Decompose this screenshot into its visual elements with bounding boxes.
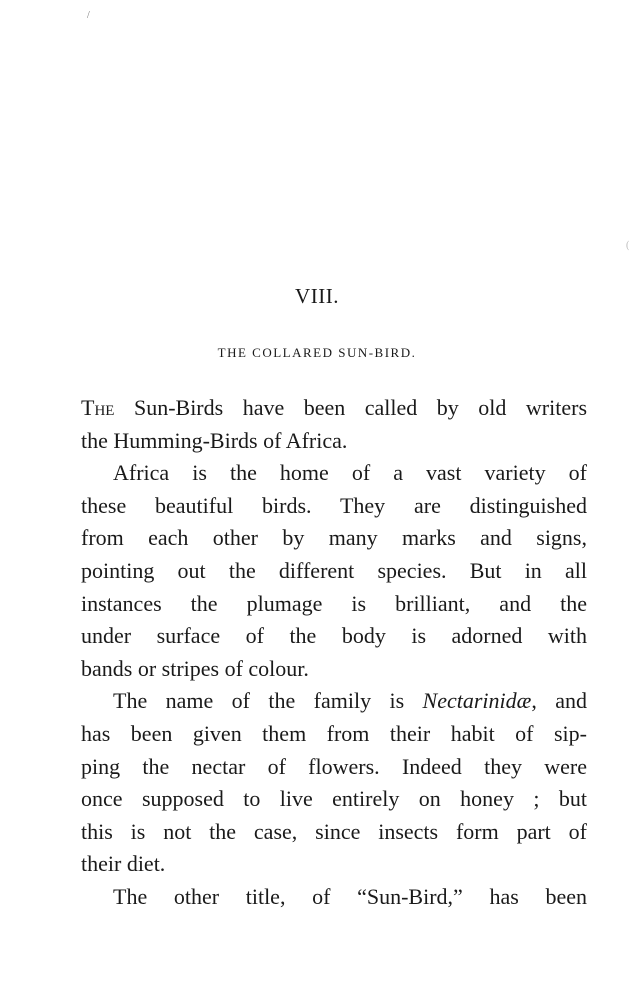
paragraph-2-line-6: under surface of the body is adorned with xyxy=(81,623,587,649)
paragraph-2-line-5: instances the plumage is brilliant, and the xyxy=(81,590,587,616)
chapter-number: VIII. xyxy=(295,284,339,308)
paragraph-3-line-1-before: The name of the family is xyxy=(113,688,423,714)
paragraph-3-line-1 xyxy=(81,685,587,718)
paragraph-3-line-2: has been given them from their habit of sip- xyxy=(81,720,587,746)
chapter-title: THE COLLARED SUN-BIRD. xyxy=(217,345,417,360)
paragraph-2-line-2: these beautiful birds. They are distinguished xyxy=(81,492,587,518)
paragraph-3-line-6: their diet. xyxy=(81,851,166,877)
paragraph-2-line-1: Africa is the home of a vast variety of xyxy=(113,460,587,486)
paragraph-1-line-1 xyxy=(81,392,587,425)
paragraph-4-line-1: The other title, of “Sun-Bird,” has been xyxy=(113,883,587,909)
paragraph-1-line-2: the Humming-Birds of Africa. xyxy=(81,427,348,453)
stray-mark-right: ( xyxy=(626,240,630,251)
paragraph-2-line-3: from each other by many marks and signs, xyxy=(81,525,587,551)
paragraph-3-line-4: once supposed to live entirely on honey ; but xyxy=(81,786,587,812)
lead-word: The xyxy=(81,395,115,420)
paragraph-3-line-3: ping the nectar of flowers. Indeed they were xyxy=(81,753,587,779)
stray-mark-top: / xyxy=(87,10,90,21)
family-name-italic: Nectarinidæ xyxy=(422,688,532,714)
paragraph-3-line-1-after: , and xyxy=(531,688,587,714)
paragraph-3-line-5: this is not the case, since insects form part of xyxy=(81,818,587,844)
paragraph-1-line-1-text: Sun-Birds have been called by old writers xyxy=(133,395,588,420)
body-text xyxy=(81,392,587,914)
paragraph-2-line-4: pointing out the different species. But in all xyxy=(81,557,587,583)
paragraph-2-line-7: bands or stripes of colour. xyxy=(81,655,309,681)
